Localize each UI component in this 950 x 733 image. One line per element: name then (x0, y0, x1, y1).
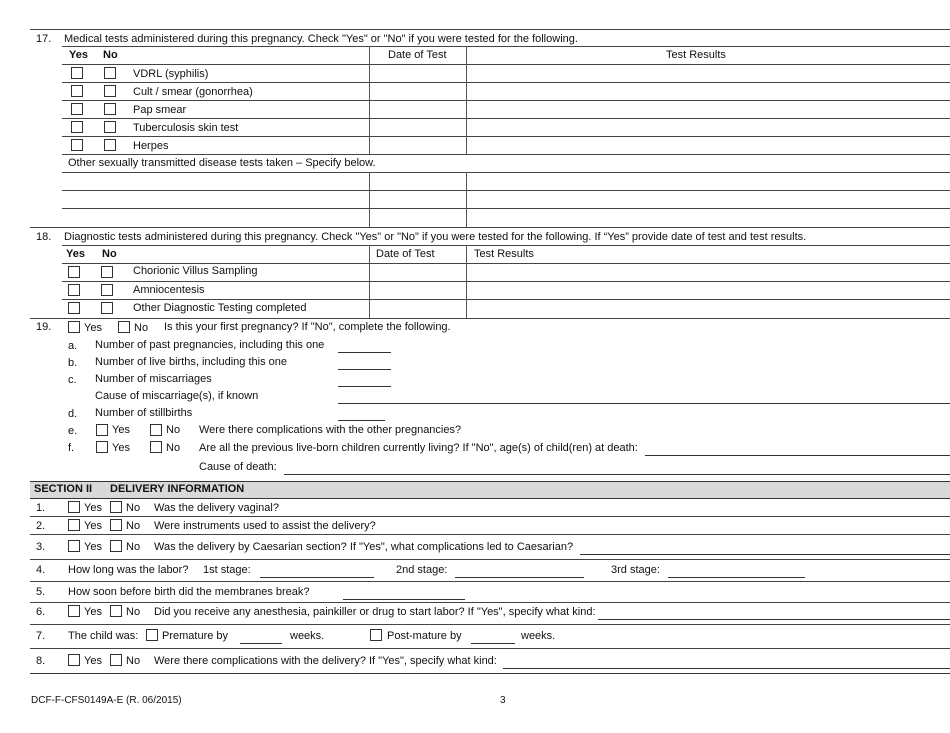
s2-q1-yes-checkbox[interactable] (68, 501, 80, 513)
q17-other-test-field-2[interactable] (62, 191, 368, 207)
s2-q7-label: The child was: (68, 630, 139, 642)
q19-question: Is this your first pregnancy? If "No", complete the following. (164, 321, 451, 333)
q18-other-yes-checkbox[interactable] (68, 302, 80, 314)
q18-cvs-no-checkbox[interactable] (101, 266, 113, 278)
q19-f-yes-checkbox[interactable] (96, 441, 108, 453)
q17-question: Medical tests administered during this pregnancy. Check "Yes" or "No" if you were tested for the following. (64, 33, 578, 45)
s2-premature-weeks-field[interactable] (240, 643, 282, 644)
q19-e-no-label: No (166, 424, 181, 436)
s2-postmature-label: Post-mature by (387, 630, 462, 642)
s2-no-label: No (126, 655, 141, 667)
q17-test-label: Pap smear (133, 104, 187, 116)
q19-e-label: Were there complications with the other pregnancies? (199, 424, 462, 436)
s2-q8-number: 8. (36, 655, 46, 667)
q17-other-test-field-1[interactable] (62, 173, 368, 189)
q18-col-yes: Yes (66, 248, 85, 260)
q19-c-label: Number of miscarriages (95, 373, 212, 385)
s2-premature-checkbox[interactable] (146, 629, 158, 641)
q19-b-label: Number of live births, including this one (95, 356, 287, 368)
q17-pap-yes-checkbox[interactable] (71, 103, 83, 115)
s2-q4-number: 4. (36, 564, 46, 576)
q17-gonorrhea-yes-checkbox[interactable] (71, 85, 83, 97)
section-ii-header (30, 481, 950, 499)
q19-f-age-field[interactable] (645, 455, 950, 456)
q19-c-letter: c. (68, 374, 77, 386)
q17-vdrl-no-checkbox[interactable] (104, 67, 116, 79)
q19-b-letter: b. (68, 357, 78, 369)
q19-cause-of-death-label: Cause of death: (199, 461, 277, 473)
q18-test-label: Chorionic Villus Sampling (133, 265, 258, 277)
q18-col-no: No (102, 248, 117, 260)
s2-q8-label: Were there complications with the delivery? If "Yes", specify what kind: (154, 655, 497, 667)
s2-q1-label: Was the delivery vaginal? (154, 502, 279, 514)
s2-q1-number: 1. (36, 502, 46, 514)
s2-q3-label: Was the delivery by Caesarian section? If "Yes", what complications led to Caesarian? (154, 541, 574, 553)
s2-q8-field[interactable] (503, 668, 950, 669)
s2-q2-yes-checkbox[interactable] (68, 519, 80, 531)
s2-q6-label: Did you receive any anesthesia, painkiller or drug to start labor? If "Yes", specify what kind: (154, 606, 596, 618)
q17-col-date: Date of Test (388, 49, 447, 61)
s2-no-label: No (126, 606, 141, 618)
s2-q3-yes-checkbox[interactable] (68, 540, 80, 552)
q19-e-no-checkbox[interactable] (150, 424, 162, 436)
q19-yes-label: Yes (84, 322, 102, 334)
s2-stage2-field[interactable] (455, 577, 584, 578)
q19-f-letter: f. (68, 442, 75, 454)
q18-cvs-yes-checkbox[interactable] (68, 266, 80, 278)
q19-e-yes-label: Yes (112, 424, 130, 436)
q19-f-no-checkbox[interactable] (150, 441, 162, 453)
s2-q5-label: How soon before birth did the membranes break? (68, 586, 310, 598)
q19-d-letter: d. (68, 408, 78, 420)
q17-number: 17. (36, 33, 52, 45)
s2-no-label: No (126, 541, 141, 553)
s2-stage3-field[interactable] (668, 577, 805, 578)
s2-q1-no-checkbox[interactable] (110, 501, 122, 513)
s2-q6-field[interactable] (598, 619, 950, 620)
q18-test-label: Other Diagnostic Testing completed (133, 302, 307, 314)
s2-yes-label: Yes (84, 606, 102, 618)
s2-postmature-weeks-label: weeks. (521, 630, 556, 642)
s2-q6-number: 6. (36, 606, 46, 618)
q19-a-label: Number of past pregnancies, including this one (95, 339, 325, 351)
s2-yes-label: Yes (84, 502, 102, 514)
s2-q3-field[interactable] (580, 554, 950, 555)
s2-yes-label: Yes (84, 541, 102, 553)
q17-test-label: Tuberculosis skin test (133, 122, 239, 134)
s2-premature-weeks-label: weeks. (290, 630, 325, 642)
s2-premature-label: Premature by (162, 630, 229, 642)
q18-test-label: Amniocentesis (133, 284, 205, 296)
q17-pap-no-checkbox[interactable] (104, 103, 116, 115)
s2-stage2-label: 2nd stage: (396, 564, 448, 576)
q19-number: 19. (36, 321, 52, 333)
s2-yes-label: Yes (84, 520, 102, 532)
q17-herpes-no-checkbox[interactable] (104, 139, 116, 151)
q17-tb-yes-checkbox[interactable] (71, 121, 83, 133)
q17-vdrl-yes-checkbox[interactable] (71, 67, 83, 79)
q18-question: Diagnostic tests administered during this pregnancy. Check "Yes" or "No" if you were tested for the following. If “Yes” provide date of test and test results. (64, 231, 807, 243)
q18-amnio-no-checkbox[interactable] (101, 284, 113, 296)
q19-c-field[interactable] (338, 386, 391, 387)
q19-c-cause-label: Cause of miscarriage(s), if known (95, 390, 259, 402)
q19-f-yes-label: Yes (112, 442, 130, 454)
s2-stage1-field[interactable] (260, 577, 374, 578)
s2-postmature-checkbox[interactable] (370, 629, 382, 641)
q19-e-yes-checkbox[interactable] (96, 424, 108, 436)
s2-stage1-label: 1st stage: (203, 564, 251, 576)
q17-other-note: Other sexually transmitted disease tests taken – Specify below. (68, 157, 376, 169)
footer-form-id: DCF-F-CFS0149A-E (R. 06/2015) (31, 695, 182, 706)
s2-postmature-weeks-field[interactable] (471, 643, 515, 644)
s2-stage3-label: 3rd stage: (611, 564, 660, 576)
q19-e-letter: e. (68, 425, 78, 437)
s2-q5-number: 5. (36, 586, 46, 598)
q17-tb-no-checkbox[interactable] (104, 121, 116, 133)
s2-q5-field[interactable] (343, 599, 465, 600)
q19-d-label: Number of stillbirths (95, 407, 193, 419)
q17-test-label: VDRL (syphilis) (133, 68, 209, 80)
q18-col-results: Test Results (474, 248, 534, 260)
s2-q2-no-checkbox[interactable] (110, 519, 122, 531)
q17-herpes-yes-checkbox[interactable] (71, 139, 83, 151)
s2-q3-number: 3. (36, 541, 46, 553)
q17-other-test-field-3[interactable] (62, 209, 368, 225)
q18-amnio-yes-checkbox[interactable] (68, 284, 80, 296)
s2-q7-number: 7. (36, 630, 46, 642)
q17-col-yes: Yes (69, 49, 88, 61)
q19-b-field[interactable] (338, 369, 391, 370)
q19-yes-checkbox[interactable] (68, 321, 80, 333)
s2-no-label: No (126, 520, 141, 532)
q18-number: 18. (36, 231, 52, 243)
s2-q8-no-checkbox[interactable] (110, 654, 122, 666)
q17-col-results: Test Results (666, 49, 726, 61)
q17-test-label: Cult / smear (gonorrhea) (133, 86, 253, 98)
s2-q2-label: Were instruments used to assist the delivery? (154, 520, 376, 532)
s2-no-label: No (126, 502, 141, 514)
s2-q3-no-checkbox[interactable] (110, 540, 122, 552)
q18-col-date: Date of Test (376, 248, 435, 260)
q19-c-cause-field[interactable] (338, 403, 950, 404)
s2-yes-label: Yes (84, 655, 102, 667)
q19-no-label: No (134, 322, 149, 334)
footer-page-number: 3 (500, 695, 506, 706)
q19-no-checkbox[interactable] (118, 321, 130, 333)
section-ii-title: DELIVERY INFORMATION (110, 483, 245, 495)
q17-test-label: Herpes (133, 140, 169, 152)
q19-f-label: Are all the previous live-born children currently living? If "No", age(s) of child(ren) at death: (199, 442, 638, 454)
s2-q6-yes-checkbox[interactable] (68, 605, 80, 617)
q19-a-field[interactable] (338, 352, 391, 353)
q18-other-no-checkbox[interactable] (101, 302, 113, 314)
q17-gonorrhea-no-checkbox[interactable] (104, 85, 116, 97)
s2-q8-yes-checkbox[interactable] (68, 654, 80, 666)
s2-q2-number: 2. (36, 520, 46, 532)
q19-a-letter: a. (68, 340, 78, 352)
q19-f-no-label: No (166, 442, 181, 454)
q19-d-field[interactable] (338, 420, 385, 421)
q17-col-no: No (103, 49, 118, 61)
s2-q6-no-checkbox[interactable] (110, 605, 122, 617)
section-ii-label: SECTION II (34, 483, 93, 495)
s2-q4-label: How long was the labor? (68, 564, 189, 576)
q19-cause-of-death-field[interactable] (284, 474, 950, 475)
